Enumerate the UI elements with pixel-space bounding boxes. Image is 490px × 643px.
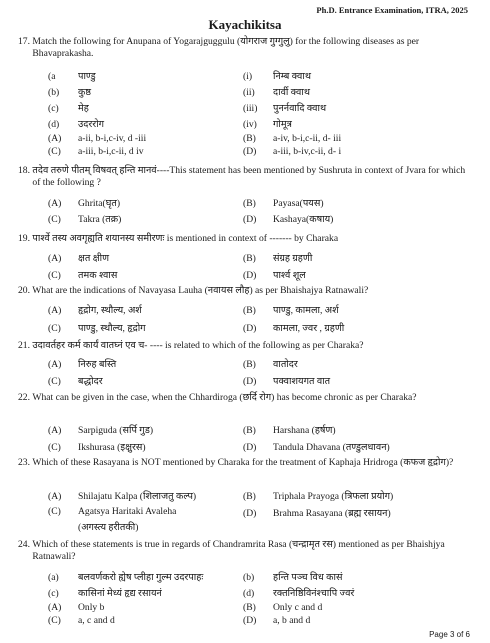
option-text: बलवर्णकरो ह्येष प्लीहा गुल्म उदरपाहः xyxy=(78,572,204,583)
option-b[interactable] xyxy=(243,133,341,144)
option-c[interactable] xyxy=(48,268,117,281)
question-number: 23. xyxy=(18,457,30,468)
option-text: गोमूत्र xyxy=(273,119,292,130)
match-left-d xyxy=(48,117,104,130)
option-label: (iv) xyxy=(243,119,257,130)
option-label: (D) xyxy=(243,615,257,626)
question-19 xyxy=(18,233,338,245)
question-24 xyxy=(18,539,470,564)
option-text: पक्वाशयगत वात xyxy=(273,376,331,387)
option-label: (A) xyxy=(48,133,62,144)
option-text: a, c and d xyxy=(78,615,115,626)
option-text: निम्ब क्वाथ xyxy=(273,71,311,82)
option-label: (A) xyxy=(48,602,62,613)
option-label: (D) xyxy=(243,214,257,225)
option-label: (C) xyxy=(48,442,61,453)
option-d[interactable] xyxy=(243,506,391,519)
question-number: 19. xyxy=(18,233,30,244)
option-label: (c) xyxy=(48,588,59,599)
option-label: (C) xyxy=(48,323,61,334)
option-label: (A) xyxy=(48,359,62,370)
option-text: कुष्ठ xyxy=(78,87,92,98)
option-label: (D) xyxy=(243,146,257,157)
option-d[interactable] xyxy=(243,212,333,225)
option-text: कामला, ज्वर , ग्रहणी xyxy=(273,323,345,334)
question-text: तदेव तरुणे पीतम् विषवत् हन्ति मानवं----This statement has been mentioned by Sushruta in context of Jvara for which of the following ? xyxy=(32,165,466,189)
option-text: Agatsya Haritaki Avaleha xyxy=(78,506,177,517)
option-label: (B) xyxy=(243,133,256,144)
option-label: (a) xyxy=(48,572,59,583)
match-left-b xyxy=(48,85,91,98)
statement-b xyxy=(243,570,342,583)
option-label: (C) xyxy=(48,270,61,281)
question-text: What can be given in the case, when the Chhardiroga (छर्दि रोग) has become chronic as per Charaka? xyxy=(32,392,417,403)
question-text: पार्श्वे तस्य अवगृह्यति शयानस्य समीरणः is mentioned in context of ------- by Charaka xyxy=(32,233,339,244)
option-d[interactable] xyxy=(243,440,390,453)
option-c-continued xyxy=(48,520,138,533)
option-text: वातोदर xyxy=(273,359,298,370)
option-text: क्षत क्षीण xyxy=(78,253,110,264)
exam-header: Ph.D. Entrance Examination, ITRA, 2025 xyxy=(316,5,468,15)
option-c[interactable] xyxy=(48,212,121,225)
option-d[interactable] xyxy=(243,374,330,387)
question-number: 22. xyxy=(18,392,30,403)
option-label: (A) xyxy=(48,305,62,316)
option-b[interactable] xyxy=(243,602,322,613)
option-a[interactable] xyxy=(48,423,153,436)
question-18 xyxy=(18,165,470,190)
statement-a xyxy=(48,570,203,583)
option-label: (d) xyxy=(243,588,255,599)
question-number: 18. xyxy=(18,165,30,176)
option-label: (D) xyxy=(243,376,257,387)
option-text: a, b and d xyxy=(273,615,311,626)
option-a[interactable] xyxy=(48,489,196,502)
option-a[interactable] xyxy=(48,602,104,613)
statement-c xyxy=(48,586,162,599)
option-label: (A) xyxy=(48,491,62,502)
option-c[interactable] xyxy=(48,146,144,157)
option-d[interactable] xyxy=(243,321,344,334)
option-label: (B) xyxy=(243,253,256,264)
option-label: (D) xyxy=(243,323,257,334)
match-left-c xyxy=(48,101,89,114)
question-text: Which of these Rasayana is NOT mentioned by Charaka for the treatment of Kaphaja Hridroga (कफज हृद्रोग)? xyxy=(32,457,454,468)
option-label: (C) xyxy=(48,615,61,626)
option-c[interactable] xyxy=(48,321,146,334)
option-text: तमक श्वास xyxy=(78,270,118,281)
option-a[interactable] xyxy=(48,303,142,316)
option-text: पाण्डु, कामला, अर्श xyxy=(273,305,339,316)
option-b[interactable] xyxy=(243,251,312,264)
option-label: (C) xyxy=(48,506,61,517)
option-text: रक्तनिष्ठिविनंश्चापि ज्वरं xyxy=(273,588,355,599)
option-label: (d) xyxy=(48,119,60,130)
option-text: Triphala Prayoga (त्रिफला प्रयोग) xyxy=(273,491,394,502)
question-17 xyxy=(18,36,470,61)
option-text: Takra (तक्र) xyxy=(78,214,122,225)
match-right-iii xyxy=(243,101,326,114)
option-label: (A) xyxy=(48,198,62,209)
option-c[interactable] xyxy=(48,506,176,517)
option-label: (b) xyxy=(48,87,60,98)
match-right-i xyxy=(243,69,311,82)
option-text: मेह xyxy=(78,103,89,114)
option-label: (iii) xyxy=(243,103,258,114)
match-right-ii xyxy=(243,85,310,98)
option-label: (B) xyxy=(243,305,256,316)
option-a[interactable] xyxy=(48,357,116,370)
option-text: Ghrita(घृत) xyxy=(78,198,121,209)
option-b[interactable] xyxy=(243,357,298,370)
option-label: (i) xyxy=(243,71,253,82)
option-text: a-iii, b-i,c-ii, d iv xyxy=(78,146,144,157)
option-text: a-iii, b-iv,c-ii, d- i xyxy=(273,146,342,157)
option-text: Kashaya(कषाय) xyxy=(273,214,334,225)
option-text: Only b xyxy=(78,602,105,613)
option-label: (D) xyxy=(243,442,257,453)
option-label: (C) xyxy=(48,376,61,387)
question-text: Match the following for Anupana of Yogarajguggulu (योगराज गुग्गुलु) for the following diseases as per Bhavaprakasha. xyxy=(32,36,420,60)
option-text: निरुह बस्ति xyxy=(78,359,117,370)
option-text: (अगस्त्य हरीतकी) xyxy=(78,522,139,533)
subject-title: Kayachikitsa xyxy=(208,17,282,32)
option-label: (B) xyxy=(243,359,256,370)
option-text: Payasa(पयस) xyxy=(273,198,324,209)
question-23 xyxy=(18,457,470,469)
option-text: Harshana (हर्षण) xyxy=(273,425,336,436)
option-label: (B) xyxy=(243,425,256,436)
option-c[interactable] xyxy=(48,615,115,626)
option-text: संग्रह ग्रहणी xyxy=(273,253,313,264)
option-text: हन्ति पञ्च विध कासं xyxy=(273,572,343,583)
option-text: a-ii, b-i,c-iv, d -iii xyxy=(78,133,147,144)
option-label: (C) xyxy=(48,146,61,157)
option-b[interactable] xyxy=(243,196,324,209)
option-text: बद्धोदर xyxy=(78,376,103,387)
option-text: Shilajatu Kalpa (शिलाजतु कल्प) xyxy=(78,491,197,502)
question-number: 20. xyxy=(18,285,30,296)
option-text: Sarpiguda (सर्पि गुड) xyxy=(78,425,154,436)
option-label: (ii) xyxy=(243,87,255,98)
question-number: 21. xyxy=(18,340,30,351)
match-left-a xyxy=(48,69,96,82)
question-21 xyxy=(18,340,364,352)
option-a[interactable] xyxy=(48,196,120,209)
option-label: (A) xyxy=(48,253,62,264)
option-label: (c) xyxy=(48,103,59,114)
option-label: (B) xyxy=(243,602,256,613)
statement-d xyxy=(243,586,354,599)
option-text: Brahma Rasayana (ब्रह्म रसायन) xyxy=(273,508,391,519)
option-c[interactable] xyxy=(48,440,146,453)
option-b[interactable] xyxy=(243,489,393,502)
option-text: Tandula Dhavana (तण्डुलधावन) xyxy=(273,442,390,453)
page-number: Page 3 of 6 xyxy=(429,630,470,639)
option-text: Only c and d xyxy=(273,602,323,613)
question-number: 17. xyxy=(18,36,30,47)
option-text: पुनर्नवादि क्वाथ xyxy=(273,103,327,114)
option-label: (B) xyxy=(243,491,256,502)
question-text: Which of these statements is true in regards of Chandramrita Rasa (चन्द्रामृत रस) mentioned as per Bhaishjya Ratnawali? xyxy=(32,539,445,563)
option-text: पार्श्व शूल xyxy=(273,270,306,281)
option-label: (A) xyxy=(48,425,62,436)
option-text: a-iv, b-i,c-ii, d- iii xyxy=(273,133,342,144)
question-20 xyxy=(18,285,368,297)
option-text: कासिनां मेध्यं हृद्य रसायनं xyxy=(78,588,162,599)
question-22 xyxy=(18,392,470,404)
option-label: (a xyxy=(48,71,56,82)
option-label: (C) xyxy=(48,214,61,225)
option-a[interactable] xyxy=(48,133,146,144)
option-label: (D) xyxy=(243,270,257,281)
match-right-iv xyxy=(243,117,292,130)
option-text: दार्वी क्वाथ xyxy=(273,87,310,98)
option-d[interactable] xyxy=(243,615,310,626)
option-d[interactable] xyxy=(243,146,341,157)
question-number: 24. xyxy=(18,539,30,550)
option-label: (B) xyxy=(243,198,256,209)
option-text: पाण्डु xyxy=(78,71,96,82)
option-text: उदररोग xyxy=(78,119,105,130)
option-label: (b) xyxy=(243,572,255,583)
option-c[interactable] xyxy=(48,374,103,387)
option-b[interactable] xyxy=(243,423,336,436)
question-text: उदावर्तहर कर्म कार्यं वातघ्नं एव च- ---- is related to which of the following as per Charaka? xyxy=(32,340,364,351)
option-b[interactable] xyxy=(243,303,339,316)
option-text: हृद्रोग, स्थौल्य, अर्श xyxy=(78,305,142,316)
option-label: (D) xyxy=(243,508,257,519)
option-a[interactable] xyxy=(48,251,109,264)
option-d[interactable] xyxy=(243,268,306,281)
option-text: Ikshurasa (इक्षुरस) xyxy=(78,442,146,453)
option-text: पाण्डु, स्थौल्य, हृद्रोग xyxy=(78,323,146,334)
question-text: What are the indications of Navayasa Lauha (नवायस लौह) as per Bhaishajya Ratnawali? xyxy=(32,285,369,296)
